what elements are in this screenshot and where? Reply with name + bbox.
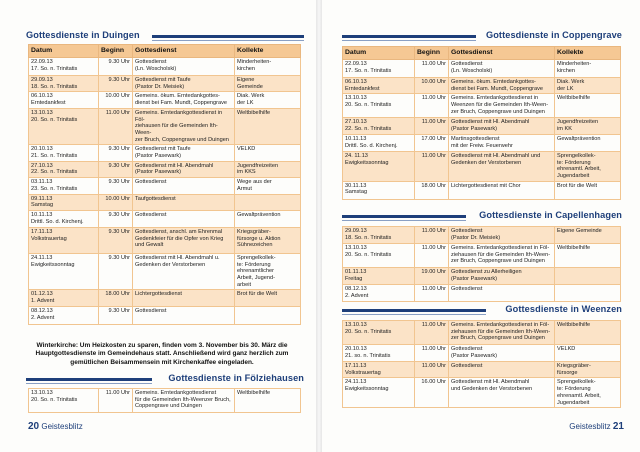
cell-date: 20.10.13 21. So. n. Trinitatis: [29, 145, 99, 161]
cell-time: 11.00 Uhr: [415, 362, 449, 378]
cell-date: 08.12.13 2. Advent: [29, 307, 99, 325]
cell-collection: Diak. Werk der LK: [555, 78, 621, 94]
cell-collection: Brot für die Welt: [555, 181, 621, 199]
section-rule: [342, 35, 476, 38]
cell-service: Gottesdienst mit Hl. Abendmahl und Gedenken der Verstorbenen: [449, 378, 555, 408]
cell-date: 17.11.13 Volkstrauertag: [343, 362, 415, 378]
table-row: [343, 345, 621, 362]
table-row: [343, 285, 621, 302]
cell-time: 11.00 Uhr: [415, 94, 449, 118]
section-rule-thin: [342, 314, 486, 315]
cell-time: 11.00 Uhr: [415, 285, 449, 302]
cell-time: 11.00 Uhr: [415, 227, 449, 244]
cell-collection: Eigene Gemeinde: [235, 76, 301, 92]
schedule-table-capellenhagen: [342, 226, 621, 302]
cell-service: Taufgottesdienst: [133, 194, 235, 210]
cell-time: 9.30 Uhr: [99, 307, 133, 325]
cell-collection: Brot für die Welt: [235, 290, 301, 307]
cell-service: Gottesdienst mit Hl. Abendmahl u. Gedenken der Verstorbenen: [133, 253, 235, 290]
section-rule-thin: [152, 40, 304, 41]
section-header-capellenhagen: [342, 210, 622, 226]
cell-date: 06.10.13 Erntedankfest: [29, 92, 99, 108]
cell-collection: [555, 268, 621, 285]
cell-date: 08.12.13 2. Advent: [343, 285, 415, 302]
table-header-row: [343, 47, 621, 60]
cell-time: 11.00 Uhr: [415, 118, 449, 134]
section-rule-thin: [342, 40, 476, 41]
col-header-time: Beginn: [415, 47, 449, 60]
cell-service: Gottesdienst (Pastor Pasewark): [449, 345, 555, 362]
table-row: [343, 94, 621, 118]
col-header-date: Datum: [343, 47, 415, 60]
cell-date: 22.09.13 17. So. n. Trinitatis: [29, 58, 99, 76]
schedule-table-coppengrave: [342, 46, 621, 200]
cell-collection: [555, 285, 621, 302]
section-title: Gottesdienste in Coppengrave: [485, 30, 622, 40]
cell-date: 01.12.13 1. Advent: [29, 290, 99, 307]
table-row: [29, 76, 301, 92]
cell-date: 30.11.13 Samstag: [343, 181, 415, 199]
cell-date: 29.09.13 18. So. n. Trinitatis: [29, 76, 99, 92]
page-footer-left: [28, 421, 83, 432]
section-rule: [342, 215, 466, 218]
table-row: [343, 78, 621, 94]
cell-time: 9.30 Uhr: [99, 227, 133, 253]
cell-service: Gottesdienst zu Allerheiligen (Pastor Pasewark): [449, 268, 555, 285]
cell-collection: Weltbibelhilfe: [235, 389, 301, 413]
cell-time: 9.30 Uhr: [99, 76, 133, 92]
cell-service: Gemeins. Erntedankgottesdienst in Föl- ziehausen für die Gemeinden Ith-Ween- zer Bruch, Coppengrave und Duingen: [449, 321, 555, 345]
section-rule-thin: [342, 220, 466, 221]
cell-service: Gemeins. Erntedankgottesdienst in Föl- ziehausen für die Gemeinden Ith-Ween- zer Bruch, Coppengrave und Duingen: [133, 108, 235, 145]
cell-time: 9.30 Uhr: [99, 58, 133, 76]
table-row: [29, 92, 301, 108]
cell-service: Lichtergottesdienst mit Chor: [449, 181, 555, 199]
section-header-coppengrave: [342, 30, 622, 46]
left-page: [0, 0, 316, 452]
cell-date: 13.10.13 20. So. n. Trinitatis: [343, 321, 415, 345]
cell-collection: VELKD: [235, 145, 301, 161]
cell-service: Gottesdienst mit Hl. Abendmahl und Gedenken der Verstorbenen: [449, 151, 555, 181]
cell-collection: Wege aus der Armut: [235, 178, 301, 194]
cell-date: 24.11.13 Ewigkeitssonntag: [29, 253, 99, 290]
cell-service: Gottesdienst (Ln. Woscholski): [449, 60, 555, 78]
table-row: [343, 378, 621, 408]
cell-service: Gemeins. ökum. Erntedankgottes- dienst bei Fam. Mundt, Coppengrave: [449, 78, 555, 94]
cell-date: 01.11.13 Freitag: [343, 268, 415, 285]
table-row: [29, 290, 301, 307]
section-rule-thin: [26, 383, 152, 384]
cell-collection: Weltbibelhilfe: [235, 108, 301, 145]
cell-collection: Gewaltprävention: [555, 134, 621, 151]
cell-service: Lichtergottesdienst: [133, 290, 235, 307]
cell-date: 17.11.13 Volkstrauertag: [29, 227, 99, 253]
cell-service: Gottesdienst mit Hl. Abendmahl (Pastor Pasewark): [449, 118, 555, 134]
cell-date: 10.11.13 Drittl. So. d. Kirchenj.: [343, 134, 415, 151]
cell-time: 11.00 Uhr: [415, 151, 449, 181]
section-rule: [342, 309, 486, 312]
table-row: [29, 389, 301, 413]
cell-time: 9.30 Uhr: [99, 253, 133, 290]
table-row: [343, 60, 621, 78]
cell-date: 03.11.13 23. So. n. Trinitatis: [29, 178, 99, 194]
col-header-collection: Kollekte: [555, 47, 621, 60]
cell-service: Gemeins. Erntedankgottesdienst für die Gemeinden Ith-Weenzer Bruch, Coppengrave und Duingen: [133, 389, 235, 413]
col-header-service: Gottesdienst: [449, 47, 555, 60]
cell-date: 13.10.13 20. So. n. Trinitatis: [343, 244, 415, 268]
cell-date: 29.09.13 18. So. n. Trinitatis: [343, 227, 415, 244]
cell-date: 10.11.13 Drittl. So. d. Kirchenj.: [29, 210, 99, 227]
winter-church-notice: Winterkirche: Um Heizkosten zu sparen, finden vom 3. November bis 30. März die Hauptgottesdienste im Gemeindehaus statt. Anschließend wird ganz herzlich zum gemütlichen Beisammensein mit Kirchenkaffee eingeladen.: [35, 342, 289, 366]
col-header-time: Beginn: [99, 45, 133, 58]
cell-time: 10.00 Uhr: [415, 78, 449, 94]
cell-service: Gottesdienst (Pastor Dr. Meisiek): [449, 227, 555, 244]
cell-service: Gottesdienst: [133, 178, 235, 194]
table-row: [343, 151, 621, 181]
col-header-service: Gottesdienst: [133, 45, 235, 58]
cell-time: 18.00 Uhr: [415, 181, 449, 199]
cell-time: 9.30 Uhr: [99, 210, 133, 227]
cell-time: 16.00 Uhr: [415, 378, 449, 408]
cell-collection: Sprengelkollek- te: Förderung ehrenamtlicher Arbeit, Jugend- arbeit: [235, 253, 301, 290]
table-row: [343, 244, 621, 268]
col-header-date: Datum: [29, 45, 99, 58]
right-page: [322, 0, 640, 452]
cell-service: Gottesdienst (Ln. Woscholski): [133, 58, 235, 76]
cell-service: Gottesdienst: [449, 285, 555, 302]
cell-collection: Kriegsgräber- fürsorge u. Aktion Sühnezeichen: [235, 227, 301, 253]
section-title: Gottesdienste in Fölziehausen: [168, 373, 304, 383]
table-row: [29, 194, 301, 210]
schedule-table-foelziehausen: [28, 388, 301, 413]
cell-collection: Gewaltprävention: [235, 210, 301, 227]
cell-service: Martinsgottesdienst mit der Freiw. Feuerwehr: [449, 134, 555, 151]
cell-service: Gemeins. ökum. Erntedankgottes- dienst bei Fam. Mundt, Coppengrave: [133, 92, 235, 108]
cell-time: 11.00 Uhr: [99, 389, 133, 413]
cell-date: 27.10.13 22. So. n. Trinitatis: [343, 118, 415, 134]
table-row: [29, 227, 301, 253]
cell-service: Gottesdienst: [449, 362, 555, 378]
table-header-row: [29, 45, 301, 58]
section-title: Gottesdienste in Duingen: [26, 30, 140, 40]
cell-time: 10.00 Uhr: [99, 194, 133, 210]
cell-collection: [235, 194, 301, 210]
section-header-foelziehausen: [26, 373, 304, 389]
cell-service: Gemeins. Erntedankgottesdienst in Weenzen für die Gemeinden Ith-Ween- zer Bruch, Coppengrave und Duingen: [449, 94, 555, 118]
cell-time: 18.00 Uhr: [99, 290, 133, 307]
cell-collection: Sprengelkollek- te: Förderung ehrenamtl. Arbeit, Jugendarbeit: [555, 378, 621, 408]
section-header-weenzen: [342, 304, 622, 320]
table-row: [29, 253, 301, 290]
schedule-table-weenzen: [342, 320, 621, 408]
cell-collection: [235, 307, 301, 325]
cell-date: 13.10.13 20. So. n. Trinitatis: [343, 94, 415, 118]
cell-service: Gottesdienst, anschl. am Ehrenmal Gedenkfeier für die Opfer von Krieg und Gewalt: [133, 227, 235, 253]
table-row: [343, 181, 621, 199]
cell-date: 27.10.13 22. So. n. Trinitatis: [29, 161, 99, 177]
cell-collection: Eigene Gemeinde: [555, 227, 621, 244]
schedule-table-duingen: [28, 44, 301, 325]
cell-time: 17.00 Uhr: [415, 134, 449, 151]
cell-collection: Kriegsgräber- fürsorge: [555, 362, 621, 378]
section-title: Gottesdienste in Weenzen: [505, 304, 622, 314]
table-row: [343, 118, 621, 134]
cell-time: 11.00 Uhr: [415, 244, 449, 268]
cell-service: Gottesdienst: [133, 210, 235, 227]
table-row: [343, 321, 621, 345]
cell-collection: Diak. Werk der LK: [235, 92, 301, 108]
cell-time: 9.30 Uhr: [99, 145, 133, 161]
cell-service: Gottesdienst mit Taufe (Pastor Dr. Meisiek): [133, 76, 235, 92]
cell-date: 22.09.13 17. So. n. Trinitatis: [343, 60, 415, 78]
section-rule: [152, 35, 304, 38]
table-row: [29, 145, 301, 161]
cell-time: 11.00 Uhr: [415, 60, 449, 78]
table-row: [29, 307, 301, 325]
cell-time: 9.30 Uhr: [99, 161, 133, 177]
cell-date: 13.10.13 20. So. n. Trinitatis: [29, 389, 99, 413]
table-row: [343, 268, 621, 285]
cell-time: 11.00 Uhr: [415, 345, 449, 362]
cell-collection: Minderheiten- kirchen: [555, 60, 621, 78]
col-header-collection: Kollekte: [235, 45, 301, 58]
table-row: [343, 227, 621, 244]
section-rule: [26, 378, 152, 381]
cell-service: Gottesdienst: [133, 307, 235, 325]
cell-time: 9.30 Uhr: [99, 178, 133, 194]
cell-collection: Weltbibelhilfe: [555, 244, 621, 268]
cell-time: 19.00 Uhr: [415, 268, 449, 285]
table-row: [29, 58, 301, 76]
table-row: [29, 161, 301, 177]
cell-date: 13.10.13 20. So. n. Trinitatis: [29, 108, 99, 145]
cell-service: Gottesdienst mit Hl. Abendmahl (Pastor Pasewark): [133, 161, 235, 177]
magazine-name: Geistesblitz: [569, 422, 611, 431]
cell-collection: Jugendfreizeiten im KK: [555, 118, 621, 134]
cell-service: Gemeins. Erntedankgottesdienst in Föl- ziehausen für die Gemeinden Ith-Ween- zer Bruch, Coppengrave und Duingen: [449, 244, 555, 268]
cell-date: 24.11.13 Ewigkeitssonntag: [343, 378, 415, 408]
cell-collection: Weltbibelhilfe: [555, 321, 621, 345]
page-number: 21: [612, 421, 624, 432]
cell-date: 09.11.13 Samstag: [29, 194, 99, 210]
cell-time: 11.00 Uhr: [415, 321, 449, 345]
table-row: [343, 134, 621, 151]
cell-date: 06.10.13 Erntedankfest: [343, 78, 415, 94]
cell-date: 20.10.13 21. so. n. Trinitatis: [343, 345, 415, 362]
cell-time: 11.00 Uhr: [99, 108, 133, 145]
page-number: 20: [28, 421, 40, 432]
cell-date: 24. 11.13 Ewigkeitssonntag: [343, 151, 415, 181]
cell-collection: Jugendfreizeiten im KKS: [235, 161, 301, 177]
magazine-name: Geistesblitz: [41, 422, 83, 431]
cell-collection: Sprengelkollek- te: Förderung ehrenamtl. Arbeit, Jugendarbeit: [555, 151, 621, 181]
section-title: Gottesdienste in Capellenhagen: [479, 210, 622, 220]
page-footer-right: [569, 421, 624, 432]
table-row: [343, 362, 621, 378]
table-row: [29, 108, 301, 145]
cell-collection: Weltbibelhilfe: [555, 94, 621, 118]
table-row: [29, 178, 301, 194]
cell-service: Gottesdienst mit Taufe (Pastor Pasewark): [133, 145, 235, 161]
cell-collection: VELKD: [555, 345, 621, 362]
table-row: [29, 210, 301, 227]
cell-time: 10.00 Uhr: [99, 92, 133, 108]
cell-collection: Minderheiten- kirchen: [235, 58, 301, 76]
